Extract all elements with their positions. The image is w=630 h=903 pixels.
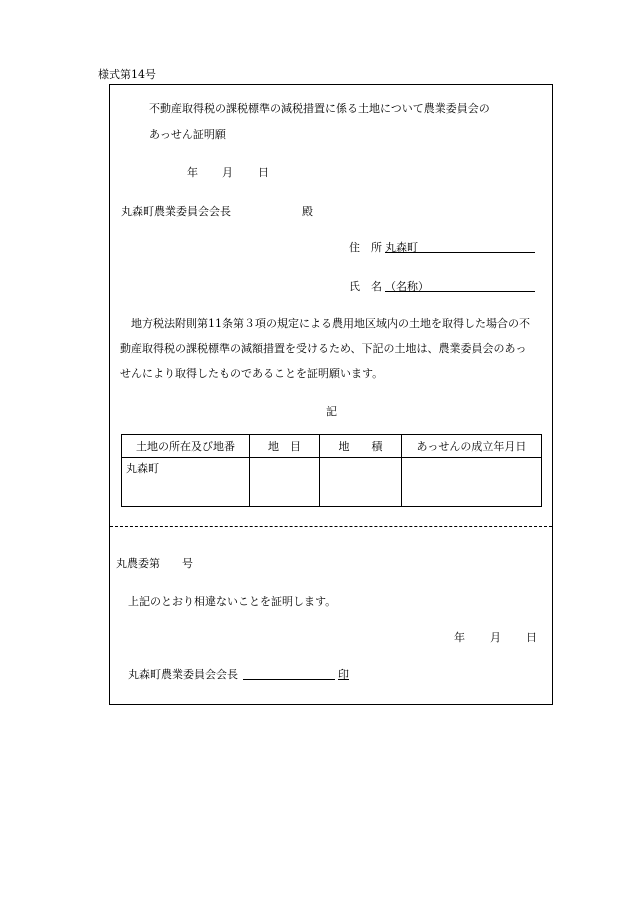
name-field[interactable] <box>385 278 535 292</box>
signature-line[interactable] <box>243 666 335 680</box>
cert-number: 丸農委第 号 <box>116 557 193 570</box>
table-header: 地 目 <box>250 435 320 458</box>
date-bottom-year: 年 <box>454 631 465 644</box>
land-table <box>121 434 542 507</box>
honorific: 殿 <box>302 205 313 218</box>
table-header: あっせんの成立年月日 <box>402 435 542 458</box>
table-cell-date[interactable] <box>402 458 542 507</box>
table-cell-land-category[interactable] <box>250 458 320 507</box>
date-top-day: 日 <box>258 166 269 179</box>
name-label: 氏 名 <box>349 280 382 293</box>
date-top-year: 年 <box>187 166 198 179</box>
table-header: 地 積 <box>320 435 402 458</box>
table-row <box>122 458 542 507</box>
form-number: 様式第14号 <box>98 68 156 81</box>
body-line: 地方税法附則第11条第３項の規定による農用地区域内の土地を取得した場合の不 <box>131 317 530 330</box>
name-value: （名称） <box>385 280 429 293</box>
ki-heading: 記 <box>326 405 337 418</box>
form-box <box>109 84 553 705</box>
address-field[interactable] <box>385 239 535 253</box>
title-line-1: 不動産取得税の課税標準の減税措置に係る土地について農業委員会の <box>149 102 490 115</box>
seal-mark: 印 <box>338 668 349 681</box>
addressee: 丸森町農業委員会会長 <box>121 205 231 218</box>
body-line: せんにより取得したものであることを証明願います。 <box>120 367 384 380</box>
table-header-row <box>122 435 542 458</box>
address-label: 住 所 <box>349 241 382 254</box>
body-line: 動産取得税の課税標準の減額措置を受けるため、下記の土地は、農業委員会のあっ <box>120 342 527 355</box>
table-cell-location[interactable]: 丸森町 <box>122 458 250 507</box>
cert-statement: 上記のとおり相違ないことを証明します。 <box>128 595 337 608</box>
body-text <box>120 311 550 386</box>
date-bottom-month: 月 <box>490 631 501 644</box>
date-bottom-day: 日 <box>526 631 537 644</box>
table-cell-area[interactable] <box>320 458 402 507</box>
address-value: 丸森町 <box>385 241 418 254</box>
table-header: 土地の所在及び地番 <box>122 435 250 458</box>
cert-signer: 丸森町農業委員会会長 <box>128 668 238 681</box>
title-line-2: あっせん証明願 <box>149 128 226 141</box>
date-top-month: 月 <box>222 166 233 179</box>
cut-line <box>110 526 552 527</box>
